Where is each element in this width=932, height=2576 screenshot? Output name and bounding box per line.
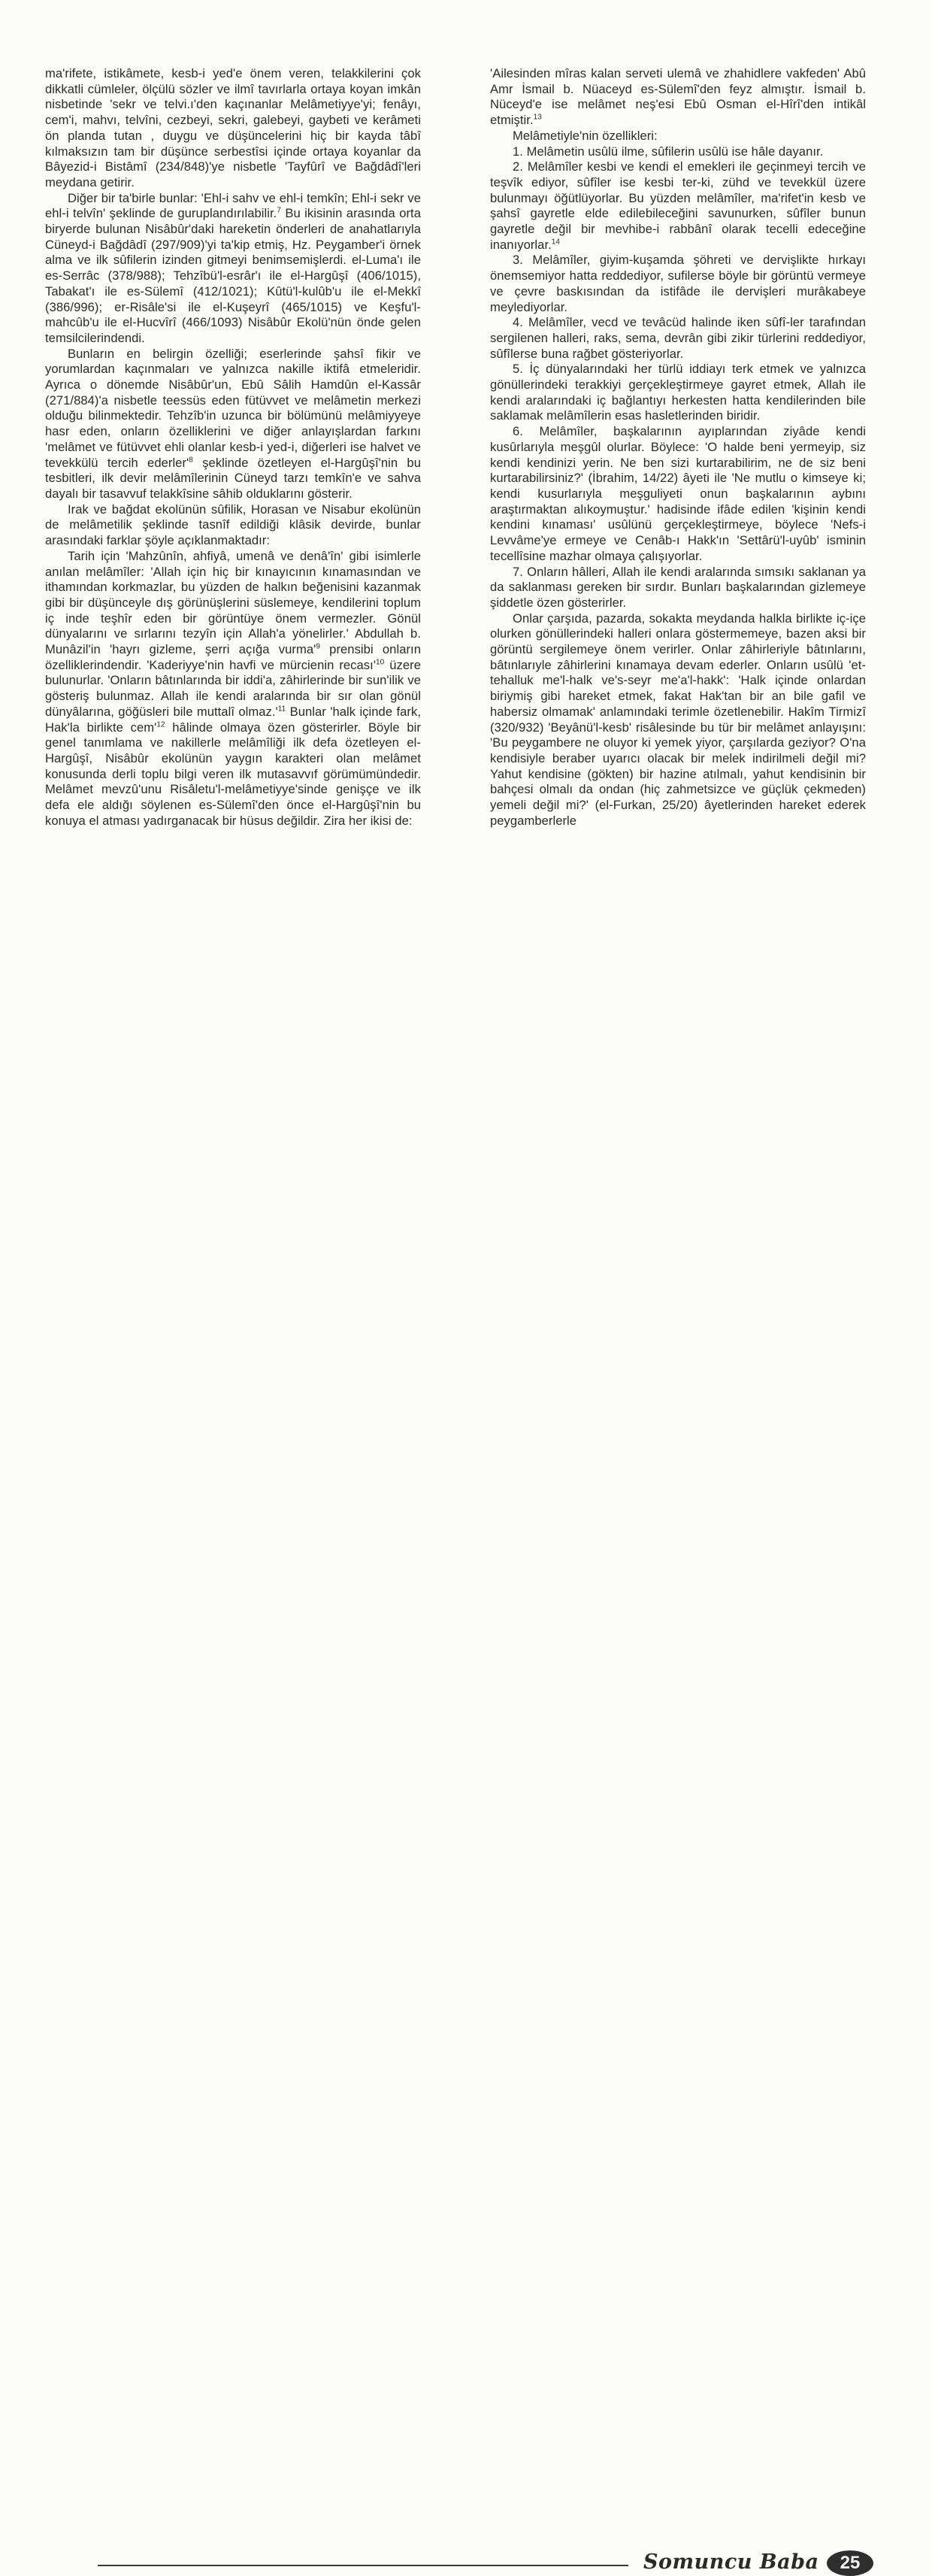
paragraph: Bunların en belirgin özelliği; eserlerinde şahsî fikir ve yorumlardan kaçınmaları ve yalnızca nakille iktifâ etmeleridir. Ayrıca o dönemde Nisâbûr'un, Ebû Sâlih Hamdûn el-Kassâr (271/884)'a nisbetle teessüs eden fütüvvet ve melâmetin merkezi olduğu bilinmektedir. Tehzîb'in uzunca bir bölümünü melâmiyyeye hasr eden, onların özelliklerini ve diğer anlayışlardan farkını 'melâmet ve fütüvvet ehli olanlar kesb-i yed-i, diğerleri ise halvet ve tevekkülü tercih ederler'$^8$ şeklinde özetleyen el-Hargûşî'nin bu tesbitleri, ilk devir melâmîlerinin Cüneyd tarzı temkîn'e ve sahva dayalı bir tasavvuf telakkîsine sâhib olduklarını gösterir. [45, 346, 421, 501]
left-column [45, 66, 421, 829]
footnote-marker[interactable]: 9 [316, 642, 320, 651]
footnote-marker[interactable]: 11 [277, 705, 286, 714]
list-item: 4. Melâmîler, vecd ve tevâcüd halinde iken sûfî-ler tarafından sergilenen halleri, raks, sema, devrân gibi zikir türlerini reddediyor, sûfîlerse buna rağbet gösteriyorlar. [490, 315, 866, 361]
page-footer [0, 1274, 932, 2574]
paragraph: 'Ailesinden mîras kalan serveti ulemâ ve zhahidlere vakfeden' Abû Amr İsmail b. Nüaceyd es-Sülemî'den feyz almıştır. İsmail b. Nüceyd'e ise melâmet neş'esi Ebû Osman el-Hîrî'den intikâl etmiştir.$^{13}$ [490, 66, 866, 128]
list-heading: Melâmetiyle'nin özellikleri: [513, 128, 658, 143]
footnote-marker[interactable]: 12 [156, 720, 165, 729]
page-number: 25 [827, 2550, 873, 2576]
footnote-marker[interactable]: 10 [376, 658, 385, 667]
right-column [490, 66, 866, 829]
list-item: 1. Melâmetin usûlü ilme, sûfilerin usûlü ise hâle dayanır. [513, 144, 824, 159]
paragraph: ma'rifete, istikâmete, kesb-i yed'e önem veren, telakkilerini çok dikkatli cümleler, ölçülü sözler ve ilmî tavırlarla ortaya koyan imkân nisbetinde 'sekr ve telvi.ı'den kaçınanlar Melâmetiyye'yi; fenâyı, cem'i, mahvı, telvîni, cezbeyi, sekri, galebeyi, gaybeti ve kerâmeti ön planda tutan , duygu ve düşüncelerini hiç bir kayda tâbî kılmaksızın tam bir düşünce serbestîsi içinde ortaya koyanlar da Bâyezid-i Bistâmî (234/848)'ye nisbetle 'Tayfûrî ve Bağdâdî'leri meydana getirir. [45, 66, 421, 189]
list-item: 7. Onların hâlleri, Allah ile kendi aralarında sımsıkı saklanan ya da saklanması gereken bir sırdır. Bunları başkalarından gizlemeye şiddetle özen gösterirler. [490, 564, 866, 610]
list-item: 5. İç dünyalarındaki her türlü iddiayı terk etmek ve yalnızca gönüllerindeki terakkiyi gerçekleştirmeye gayret etmek, Allah ile kendi aralarındaki iç bağlantıyı herkesten hatta kendilerinden bile saklamak melâmîlerin esas hasletlerinden biridir. [490, 362, 866, 423]
list-item: 6. Melâmîler, başkalarının ayıplarından ziyâde kendi kusûrlarıyla meşgûl olurlar. Böylece: 'O halde beni yermeyip, siz kendi kendinizi yerin. Ne ben sizi kurtarabilirim, ne de siz beni kurtarabilirsiniz?' (İbrahim, 14/22) âyeti ile 'Ne mutlu o kimseye ki; kendi kusurlarıyla meşguliyeti onun başkalarının aybını araştırmaktan alıkoymuştur.' hadisinde ifâde edilen 'kişinin kendi kendini kınaması' usûlünü gerçekleştirmeye, böylece 'Nefs-i Levvâme'ye ermeye ve Cenâb-ı Hakk'ın 'Settârü'l-uyûb' isminin tecellîsine mazhar olmaya çalışıyorlar. [490, 424, 866, 563]
list-item: 3. Melâmîler, giyim-kuşamda şöhreti ve dervişlikte hırkayı önemsemiyor hatta reddediyor, sufilerse böyle bir görüntü vermeye ve çevre baskısından da istifâde ile dervişleri murâkabeye meylediyorlar. [490, 253, 866, 314]
magazine-logo: Somuncu Baba [643, 2550, 819, 2574]
paragraph: Diğer bir ta'birle bunlar: 'Ehl-i sahv ve ehl-i temkîn; Ehl-i sekr ve ehl-i telvîn' şeklinde de guruplandırılabilir.$^7$ Bu ikisinin arasında orta biryerde bulunan Nisâbûr'daki hareketin önderleri de anahatlarıyla Cüneyd-i Bağdâdî (297/909)'yi ta'kip etmiş, Hz. Peygamber'i örnek alma ve ilk sûfilerin izinden gitmeyi benimsemişlerdi. el-Luma'ı ile es-Serrâc (378/988); Tehzîbü'l-esrâr'ı ile el-Hargûşî (406/1015), Tabakat'ı ile es-Sülemî (412/1021); Kûtü'l-kulûb'u ile el-Mekkî (386/996); er-Risâle'si ile el-Kuşeyrî (465/1015) ve Keşfu'l-mahcûb'u ile el-Hucvîrî (466/1093) Nisâbûr Ekolü'nün önde gelen temsilcilerindendi. [45, 190, 421, 345]
footnote-marker[interactable]: 7 [277, 206, 281, 215]
footnote-marker[interactable]: 14 [551, 238, 561, 247]
paragraph: Irak ve bağdat ekolünün sûfilik, Horasan ve Nisabur ekolünün de melâmetilik şeklinde tasnîf edildiği klâsik devirde, bunlar arasındaki farklar şöyle açıklanmaktadır: [45, 502, 421, 548]
list-item: 2. Melâmîler kesbi ve kendi el emekleri ile geçinmeyi tercih ve teşvîk ediyor, sûfîler ise kesbi ter-ki, zühd ve tevekkül üzere bulunmayı öğütlüyorlar. Bu yüzden melâmîler, ma'rifet'in kesb ve şahsî gayretle elde edilebileceğini savunurken, sûfîler bunun gayretle değil bir mevhibe-i rabbânî olarak tecelli edeceğine inanıyorlar.$^{14}$ [490, 159, 866, 252]
footnote-marker[interactable]: 8 [189, 456, 193, 465]
paragraph: Tarih için 'Mahzûnîn, ahfiyâ, umenâ ve denâ'în' gibi isimlerle anılan melâmîler: 'Allah için hiç bir kınayıcının kınamasından ve ithamından korkmazlar, bu yüzden de halkın beğenisini kazanmak gibi bir düşünceyle dış görünüşlerini süslemeye, kendilerini toplum iç inde teşhîr eden bir görüntüye önem vermezler. Gönül dünyalarını ve sırlarını tezyîn için Allah'a yönelirler.' Abdullah b. Munâzil'in 'hayrı gizleme, şerri açığa vurma'$^9$ prensibi onların özelliklerindendir. 'Kaderiyye'nin havfi ve mürcienin recası'$^{10}$ üzere bulunurlar. 'Onların bâtınlarında bir iddi'a, zâhirlerinde bir sun'ilik ve gösteriş bulunmaz. Allah ile kendi aralarında bir sır olan gönül dünyâlarına, göğüsleri bile muttalî olmaz.'$^{11}$ Bunlar 'halk içinde fark, Hak'la birlikte cem'$^{12}$ hâlinde olmaya özen gösterirler. Böyle bir genel tanımlama ve nakillerle melâmîliği ilk defa özetleyen el-Hargûşî, Nisâbûr ekolünün yaygın karakteri olan melâmet konusunda derli toplu bilgi veren ilk mutasavvıf görümümündedir. Melâmet mevzû'unu Risâletu'l-melâmetiyye'sinde genişçe ve ilk defa ele aldığı söylenen es-Sülemî'den önce el-Hargûşî'nin bu konuya el atması yadırganacak bir hüsus değildir. Zira her ikisi de: [45, 548, 422, 828]
paragraph: Onlar çarşıda, pazarda, sokakta meydanda halkla birlikte iç-içe olurken gönüllerindeki halleri onlara göstermemeye, bazen aksi bir görüntü sergilemeye önem verirler. Onlar zâhirleriyle bâtınlarını, bâtınlarıyle zâhirlerini kınamaya devam ederler. Onların usûlü 'et-tehalluk me'l-halk ve's-seyr me'a'l-hakk': 'Halk içinde onlardan biriymiş gibi hareket etmek, fakat Hak'tan bir an bile gafil ve habersiz olmamak' anlamındaki terimle özetlenebilir. Hakîm Tirmizî (320/932) 'Beyânü'l-kesb' risâlesinde bu tür bir melâmet anlayışını: 'Bu peygambere ne oluyor ki yemek yiyor, çarşılarda geziyor? O'na kendisiyle beraber uyarıcı olacak bir melek indirilmeli değil mi? Yahut kendisine (gökten) bir hazine atılmalı, yahut kendisinin bir bahçesi olmalı da ondan (hiç zahmetsizce ve güçlük çekmeden) yemeli değil mi?' (el-Furkan, 25/20) âyetlerinden hareket ederek peygamberlerle [490, 611, 866, 828]
footnote-marker[interactable]: 13 [533, 113, 542, 122]
footer-rule [98, 2565, 628, 2566]
